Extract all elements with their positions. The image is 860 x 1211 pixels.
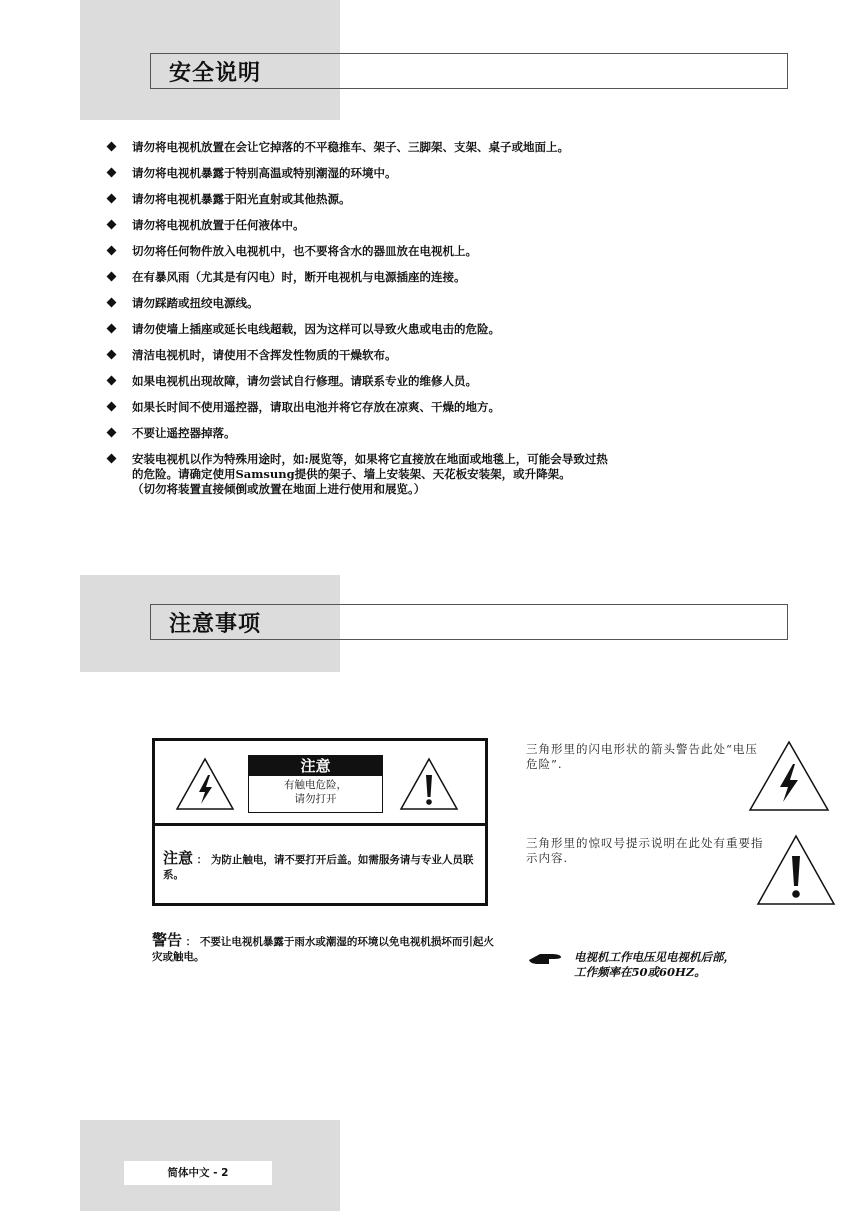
list-item: 请勿将电视机暴露于特别高温或特别潮湿的环境中。	[108, 166, 788, 181]
lightning-triangle-icon	[175, 757, 235, 811]
caution-box	[152, 738, 488, 906]
diamond-bullet-icon	[107, 220, 117, 230]
diamond-bullet-icon	[107, 168, 117, 178]
caution-label	[248, 755, 383, 813]
list-item: 不要让遥控器掉落。	[108, 426, 788, 441]
list-item: 在有暴风雨（尤其是有闪电）时，断开电视机与电源插座的连接。	[108, 270, 788, 285]
list-item: 请勿将电视机放置于任何液体中。	[108, 218, 788, 233]
diamond-bullet-icon	[107, 324, 117, 334]
exclamation-description: 三角形里的惊叹号提示说明在此处有重要指示内容.	[526, 836, 764, 865]
warning-colon: ：	[182, 936, 200, 948]
list-item: 请勿踩踏或扭绞电源线。	[108, 296, 788, 311]
warning-big: 警告	[152, 931, 183, 949]
diamond-bullet-icon	[107, 298, 117, 308]
exclamation-triangle-icon	[399, 757, 459, 811]
caution-bottom-text: 为防止触电，请不要打开后盖。如需服务请与专业人员联系。	[163, 854, 474, 881]
diamond-bullet-icon	[107, 454, 117, 464]
list-item: 如果长时间不使用遥控器，请取出电池并将它存放在凉爽、干燥的地方。	[108, 400, 788, 415]
caution-label-sub	[249, 776, 382, 806]
list-item: 请勿将电视机放置在会让它掉落的不平稳推车、架子、三脚架、支架、桌子或地面上。	[108, 140, 788, 155]
warning-body: 不要让电视机暴露于雨水或潮湿的环境以免电视机损坏而引起火灾或触电。	[152, 936, 494, 963]
section-title-text: 安全说明	[169, 60, 262, 86]
diamond-bullet-icon	[107, 350, 117, 360]
voltage-note-text: 电视机工作电压见电视机后部， 工作频率在50或60HZ。	[574, 950, 735, 979]
pointing-hand-icon	[528, 950, 562, 966]
list-item: 清洁电视机时，请使用不含挥发性物质的干燥软布。	[108, 348, 788, 363]
caution-label-head: 注意	[249, 756, 382, 776]
caution-box-bottom-text	[163, 851, 481, 883]
page-number-label: 简体中文 - 2	[124, 1161, 272, 1185]
caution-label-line2: 请勿打开	[294, 793, 337, 805]
diamond-bullet-icon	[107, 376, 117, 386]
diamond-bullet-icon	[107, 402, 117, 412]
diamond-bullet-icon	[107, 246, 117, 256]
list-item: 请勿将电视机暴露于阳光直射或其他热源。	[108, 192, 788, 207]
diamond-bullet-icon	[107, 272, 117, 282]
diamond-bullet-icon	[107, 142, 117, 152]
list-item: 切勿将任何物件放入电视机中，也不要将含水的器皿放在电视机上。	[108, 244, 788, 259]
lightning-description: 三角形里的闪电形状的箭头警告此处“电压危险”.	[526, 742, 758, 771]
warning-text	[152, 933, 497, 965]
section-title-caution	[150, 604, 788, 640]
diamond-bullet-icon	[107, 428, 117, 438]
caution-bottom-big: 注意	[163, 849, 194, 867]
safety-bullet-list	[108, 140, 788, 508]
diamond-bullet-icon	[107, 194, 117, 204]
list-item: 安装电视机以作为特殊用途时，如:展览等，如果将它直接放在地面或地毯上，可能会导致过热 的危险。请确定使用Samsung提供的架子、墙上安装架、天花板安装架，或升降架。 （切勿将装置直接倾倒或放置在地面上进行使用和展览。）	[108, 452, 788, 497]
caution-bottom-colon: ：	[193, 854, 211, 866]
exclamation-triangle-icon	[756, 834, 836, 906]
caution-label-line1: 有触电危险，	[284, 779, 347, 791]
section-title-safety	[150, 53, 788, 89]
list-item: 请勿使墙上插座或延长电线超载，因为这样可以导致火患或电击的危险。	[108, 322, 788, 337]
section-title-text: 注意事项	[169, 611, 262, 637]
lightning-triangle-icon	[748, 740, 830, 812]
list-item: 如果电视机出现故障，请勿尝试自行修理。请联系专业的维修人员。	[108, 374, 788, 389]
caution-box-top	[155, 741, 485, 826]
